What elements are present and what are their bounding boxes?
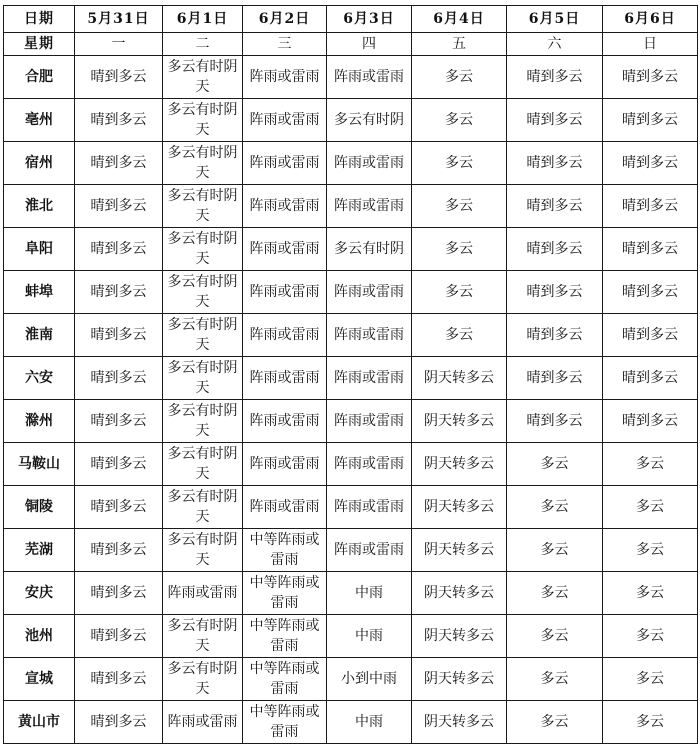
forecast-cell (603, 572, 698, 615)
city-name: 黄山市 (4, 701, 75, 744)
forecast-cell (75, 314, 163, 357)
forecast-text: 阴天转多云 (424, 499, 494, 515)
forecast-text: 多云 (445, 284, 473, 300)
forecast-text: 多云 (445, 198, 473, 214)
weekday-header-row (4, 33, 698, 56)
forecast-text: 晴到多云 (526, 155, 583, 171)
forecast-text: 小到中雨 (341, 671, 397, 687)
date-header-cell: 6月6日 (603, 6, 698, 33)
forecast-text: 多云 (636, 585, 664, 601)
date-header-cell: 6月4日 (412, 6, 507, 33)
forecast-cell (603, 142, 698, 185)
forecast-text: 多云 (445, 155, 473, 171)
city-row (4, 56, 698, 99)
forecast-text: 阴天转多云 (424, 542, 494, 558)
forecast-text: 多云有时阴天 (167, 145, 238, 181)
forecast-text: 多云有时阴天 (167, 403, 238, 439)
forecast-text: 中雨 (355, 714, 383, 730)
city-row (4, 658, 698, 701)
forecast-text: 多云有时阴天 (167, 188, 238, 224)
forecast-text: 多云有时阴天 (167, 231, 238, 267)
forecast-text: 阵雨或雷雨 (249, 155, 320, 171)
forecast-cell (412, 271, 507, 314)
forecast-text: 中等阵雨或雷雨 (249, 575, 320, 611)
forecast-text: 多云有时阴天 (167, 59, 238, 95)
weather-forecast-table (3, 5, 698, 744)
forecast-text: 阵雨或雷雨 (249, 327, 320, 343)
forecast-cell (603, 529, 698, 572)
date-header-cell: 6月1日 (163, 6, 243, 33)
forecast-cell (603, 56, 698, 99)
forecast-cell (603, 271, 698, 314)
city-name: 蚌埠 (4, 271, 75, 314)
forecast-text: 阵雨或雷雨 (334, 284, 404, 300)
city-row (4, 228, 698, 271)
forecast-text: 中等阵雨或雷雨 (249, 661, 320, 697)
forecast-text: 晴到多云 (90, 714, 147, 730)
forecast-text: 晴到多云 (622, 284, 678, 300)
forecast-cell (75, 529, 163, 572)
city-row (4, 701, 698, 744)
forecast-cell (603, 314, 698, 357)
forecast-text: 晴到多云 (90, 671, 147, 687)
forecast-text: 晴到多云 (90, 198, 147, 214)
forecast-cell (412, 185, 507, 228)
forecast-text: 阵雨或雷雨 (334, 69, 404, 85)
forecast-cell (243, 228, 327, 271)
forecast-cell (327, 615, 412, 658)
forecast-text: 晴到多云 (526, 69, 583, 85)
forecast-cell (75, 56, 163, 99)
forecast-text: 多云 (540, 499, 569, 515)
forecast-cell (75, 572, 163, 615)
forecast-text: 阵雨或雷雨 (334, 413, 404, 429)
forecast-cell (412, 443, 507, 486)
forecast-cell (75, 701, 163, 744)
date-header-cell: 6月2日 (243, 6, 327, 33)
forecast-text: 阵雨或雷雨 (334, 370, 404, 386)
forecast-cell (243, 400, 327, 443)
forecast-text: 阵雨或雷雨 (334, 198, 404, 214)
forecast-cell (412, 615, 507, 658)
forecast-cell (243, 486, 327, 529)
forecast-cell (327, 56, 412, 99)
forecast-text: 多云有时阴天 (167, 274, 238, 310)
forecast-text: 晴到多云 (526, 284, 583, 300)
forecast-text: 多云 (636, 456, 664, 472)
forecast-cell (243, 357, 327, 400)
forecast-text: 多云 (636, 542, 664, 558)
forecast-cell (507, 271, 603, 314)
forecast-cell (75, 615, 163, 658)
forecast-cell (327, 572, 412, 615)
forecast-cell (507, 701, 603, 744)
forecast-cell (163, 142, 243, 185)
forecast-text: 阵雨或雷雨 (249, 241, 320, 257)
city-name: 阜阳 (4, 228, 75, 271)
forecast-text: 阵雨或雷雨 (249, 284, 320, 300)
forecast-text: 晴到多云 (526, 327, 583, 343)
forecast-text: 多云 (445, 327, 473, 343)
forecast-text: 阴天转多云 (424, 370, 494, 386)
forecast-cell (412, 701, 507, 744)
city-row (4, 271, 698, 314)
forecast-text: 晴到多云 (622, 327, 678, 343)
city-row (4, 486, 698, 529)
forecast-cell (327, 99, 412, 142)
forecast-text: 阵雨或雷雨 (334, 499, 404, 515)
forecast-text: 晴到多云 (90, 499, 147, 515)
forecast-cell (163, 99, 243, 142)
city-name: 池州 (4, 615, 75, 658)
forecast-text: 晴到多云 (90, 327, 147, 343)
forecast-text: 阵雨或雷雨 (249, 370, 320, 386)
forecast-cell (75, 486, 163, 529)
forecast-cell (243, 99, 327, 142)
forecast-text: 晴到多云 (622, 112, 678, 128)
forecast-cell (243, 185, 327, 228)
forecast-text: 晴到多云 (90, 413, 147, 429)
forecast-cell (327, 658, 412, 701)
forecast-cell (243, 443, 327, 486)
forecast-cell (603, 99, 698, 142)
forecast-cell (327, 443, 412, 486)
forecast-cell (507, 185, 603, 228)
city-name: 滁州 (4, 400, 75, 443)
forecast-cell (412, 529, 507, 572)
forecast-text: 晴到多云 (90, 370, 147, 386)
forecast-cell (507, 99, 603, 142)
date-header-cell: 5月31日 (75, 6, 163, 33)
forecast-text: 晴到多云 (90, 69, 147, 85)
forecast-text: 阵雨或雷雨 (334, 456, 404, 472)
city-name: 淮北 (4, 185, 75, 228)
forecast-text: 多云 (445, 112, 473, 128)
weekday-header-cell: 一 (75, 33, 163, 56)
forecast-text: 阴天转多云 (424, 714, 494, 730)
forecast-cell (75, 99, 163, 142)
forecast-cell (163, 486, 243, 529)
forecast-text: 多云有时阴天 (167, 446, 238, 482)
city-row (4, 572, 698, 615)
city-name: 亳州 (4, 99, 75, 142)
forecast-cell (507, 56, 603, 99)
forecast-text: 多云 (636, 499, 664, 515)
forecast-text: 阵雨或雷雨 (334, 155, 404, 171)
forecast-cell (603, 486, 698, 529)
forecast-cell (327, 529, 412, 572)
weekday-header-cell: 四 (327, 33, 412, 56)
forecast-cell (243, 701, 327, 744)
forecast-text: 中雨 (355, 628, 383, 644)
forecast-cell (412, 56, 507, 99)
forecast-cell (603, 615, 698, 658)
city-row (4, 142, 698, 185)
city-row (4, 185, 698, 228)
forecast-text: 阵雨或雷雨 (334, 542, 404, 558)
forecast-text: 晴到多云 (622, 241, 678, 257)
forecast-cell (327, 185, 412, 228)
forecast-text: 多云有时阴天 (167, 661, 238, 697)
forecast-text: 多云有时阴天 (167, 317, 238, 353)
forecast-cell (243, 615, 327, 658)
forecast-text: 多云有时阴天 (167, 102, 238, 138)
city-name: 六安 (4, 357, 75, 400)
forecast-cell (327, 271, 412, 314)
forecast-cell (412, 357, 507, 400)
forecast-cell (75, 142, 163, 185)
city-row (4, 400, 698, 443)
forecast-cell (163, 572, 243, 615)
forecast-text: 中等阵雨或雷雨 (249, 532, 320, 568)
forecast-cell (412, 658, 507, 701)
city-name: 淮南 (4, 314, 75, 357)
forecast-cell (163, 56, 243, 99)
forecast-cell (163, 314, 243, 357)
forecast-cell (603, 443, 698, 486)
forecast-text: 晴到多云 (90, 241, 147, 257)
forecast-text: 阴天转多云 (424, 628, 494, 644)
forecast-cell (163, 271, 243, 314)
forecast-text: 多云 (540, 628, 569, 644)
forecast-cell (243, 572, 327, 615)
forecast-text: 多云有时阴 (334, 112, 404, 128)
weekday-header-cell: 日 (603, 33, 698, 56)
city-name: 宿州 (4, 142, 75, 185)
forecast-cell (327, 400, 412, 443)
weekday-header-cell: 二 (163, 33, 243, 56)
forecast-text: 阵雨或雷雨 (249, 456, 320, 472)
date-label: 日期 (4, 6, 75, 33)
forecast-text: 晴到多云 (90, 456, 147, 472)
forecast-text: 阴天转多云 (424, 671, 494, 687)
forecast-cell (412, 572, 507, 615)
forecast-cell (507, 486, 603, 529)
date-header-cell: 6月5日 (507, 6, 603, 33)
forecast-text: 晴到多云 (90, 284, 147, 300)
forecast-cell (507, 658, 603, 701)
forecast-cell (507, 529, 603, 572)
forecast-text: 多云 (636, 628, 664, 644)
forecast-cell (243, 314, 327, 357)
forecast-cell (412, 400, 507, 443)
forecast-text: 晴到多云 (622, 198, 678, 214)
weekday-label: 星期 (4, 33, 75, 56)
forecast-cell (327, 486, 412, 529)
weekday-header-cell: 六 (507, 33, 603, 56)
forecast-cell (603, 658, 698, 701)
forecast-text: 晴到多云 (622, 69, 678, 85)
forecast-cell (327, 314, 412, 357)
forecast-cell (507, 572, 603, 615)
forecast-cell (243, 56, 327, 99)
weekday-header-cell: 三 (243, 33, 327, 56)
forecast-text: 多云 (636, 671, 664, 687)
forecast-cell (75, 658, 163, 701)
forecast-cell (163, 443, 243, 486)
forecast-text: 阵雨或雷雨 (249, 112, 320, 128)
forecast-cell (507, 443, 603, 486)
forecast-text: 多云 (540, 671, 569, 687)
forecast-cell (163, 185, 243, 228)
city-row (4, 357, 698, 400)
forecast-cell (603, 400, 698, 443)
forecast-cell (75, 271, 163, 314)
forecast-text: 多云有时阴天 (167, 618, 238, 654)
forecast-cell (412, 99, 507, 142)
forecast-cell (507, 228, 603, 271)
forecast-text: 阵雨或雷雨 (249, 198, 320, 214)
city-name: 安庆 (4, 572, 75, 615)
forecast-text: 晴到多云 (622, 155, 678, 171)
forecast-cell (163, 400, 243, 443)
forecast-text: 阵雨或雷雨 (167, 714, 238, 730)
forecast-cell (163, 615, 243, 658)
city-name: 芜湖 (4, 529, 75, 572)
forecast-cell (163, 701, 243, 744)
city-name: 马鞍山 (4, 443, 75, 486)
city-name: 宣城 (4, 658, 75, 701)
forecast-text: 晴到多云 (90, 112, 147, 128)
forecast-text: 阵雨或雷雨 (167, 585, 238, 601)
forecast-cell (75, 400, 163, 443)
forecast-cell (243, 658, 327, 701)
forecast-text: 晴到多云 (90, 155, 147, 171)
forecast-text: 中等阵雨或雷雨 (249, 618, 320, 654)
forecast-text: 多云有时阴天 (167, 489, 238, 525)
forecast-text: 晴到多云 (622, 370, 678, 386)
city-row (4, 99, 698, 142)
forecast-cell (412, 142, 507, 185)
forecast-text: 阵雨或雷雨 (249, 413, 320, 429)
forecast-text: 阴天转多云 (424, 413, 494, 429)
forecast-text: 多云有时阴天 (167, 532, 238, 568)
forecast-cell (507, 400, 603, 443)
forecast-cell (243, 529, 327, 572)
forecast-cell (603, 701, 698, 744)
city-name: 合肥 (4, 56, 75, 99)
forecast-cell (507, 142, 603, 185)
weekday-header-cell: 五 (412, 33, 507, 56)
forecast-text: 晴到多云 (90, 628, 147, 644)
city-name: 铜陵 (4, 486, 75, 529)
forecast-cell (163, 658, 243, 701)
forecast-text: 晴到多云 (526, 112, 583, 128)
city-row (4, 529, 698, 572)
forecast-text: 晴到多云 (90, 585, 147, 601)
forecast-text: 阴天转多云 (424, 456, 494, 472)
forecast-text: 多云 (636, 714, 664, 730)
forecast-cell (75, 443, 163, 486)
forecast-text: 多云 (445, 69, 473, 85)
forecast-cell (163, 529, 243, 572)
forecast-text: 多云有时阴天 (167, 360, 238, 396)
forecast-text: 晴到多云 (526, 370, 583, 386)
forecast-cell (327, 357, 412, 400)
forecast-text: 阵雨或雷雨 (249, 69, 320, 85)
forecast-cell (75, 228, 163, 271)
forecast-cell (327, 228, 412, 271)
forecast-cell (507, 615, 603, 658)
forecast-cell (327, 142, 412, 185)
forecast-text: 多云 (540, 714, 569, 730)
forecast-text: 多云有时阴 (334, 241, 404, 257)
forecast-cell (603, 185, 698, 228)
forecast-cell (507, 357, 603, 400)
forecast-text: 晴到多云 (622, 413, 678, 429)
forecast-cell (163, 357, 243, 400)
date-header-row (4, 6, 698, 33)
forecast-text: 中等阵雨或雷雨 (249, 704, 320, 740)
forecast-text: 晴到多云 (526, 198, 583, 214)
forecast-cell (75, 185, 163, 228)
forecast-text: 多云 (540, 542, 569, 558)
forecast-cell (412, 314, 507, 357)
forecast-cell (412, 486, 507, 529)
forecast-cell (507, 314, 603, 357)
forecast-text: 多云 (445, 241, 473, 257)
forecast-cell (243, 142, 327, 185)
forecast-cell (243, 271, 327, 314)
forecast-text: 阵雨或雷雨 (249, 499, 320, 515)
forecast-text: 多云 (540, 585, 569, 601)
forecast-text: 晴到多云 (526, 413, 583, 429)
forecast-text: 阴天转多云 (424, 585, 494, 601)
forecast-cell (163, 228, 243, 271)
city-row (4, 615, 698, 658)
forecast-cell (603, 357, 698, 400)
forecast-text: 阵雨或雷雨 (334, 327, 404, 343)
forecast-cell (75, 357, 163, 400)
forecast-text: 多云 (540, 456, 569, 472)
date-header-cell: 6月3日 (327, 6, 412, 33)
forecast-cell (412, 228, 507, 271)
forecast-text: 中雨 (355, 585, 383, 601)
forecast-text: 晴到多云 (90, 542, 147, 558)
forecast-cell (603, 228, 698, 271)
city-row (4, 314, 698, 357)
city-row (4, 443, 698, 486)
forecast-text: 晴到多云 (526, 241, 583, 257)
forecast-cell (327, 701, 412, 744)
